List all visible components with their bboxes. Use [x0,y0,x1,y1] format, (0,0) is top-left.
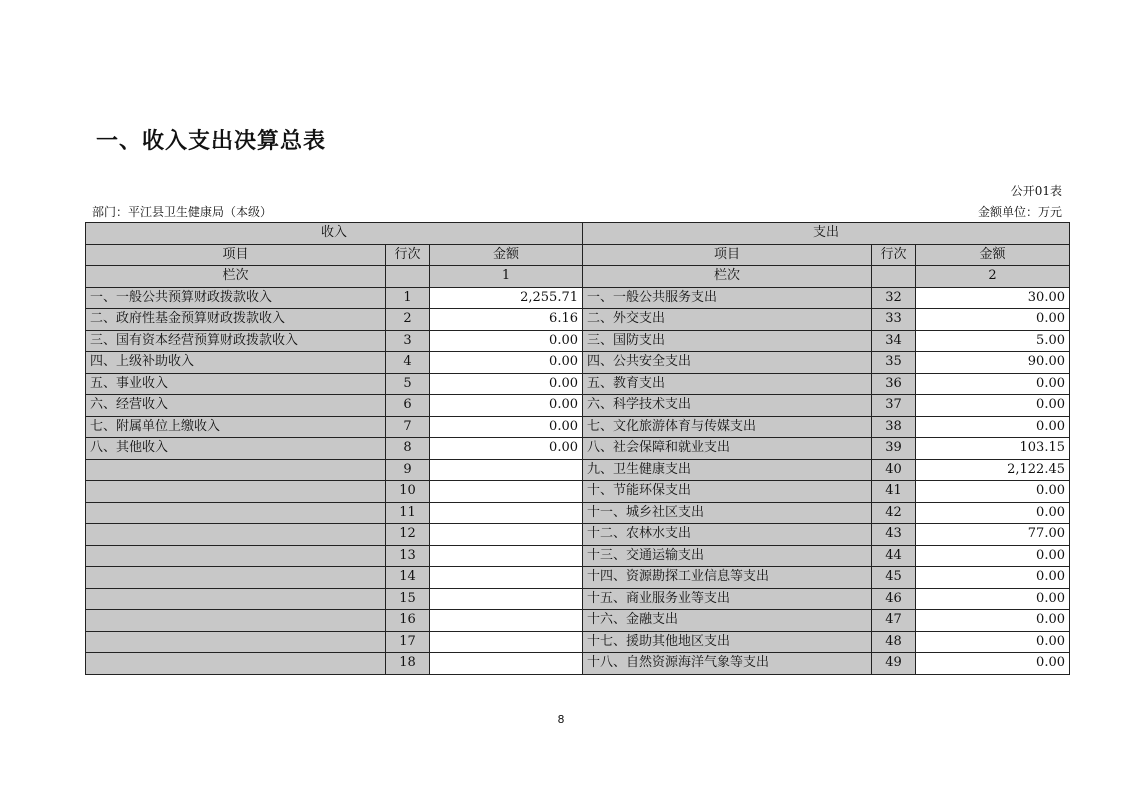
expense-amount-cell: 0.00 [916,416,1070,438]
income-row-no-cell: 7 [386,416,430,438]
income-amount-cell: 0.00 [430,438,583,460]
income-row-no-cell: 12 [386,524,430,546]
amount-unit-label: 金额单位：万元 [977,205,1062,219]
expense-row-no-cell: 46 [872,588,916,610]
table-row [86,610,1070,632]
expense-item-cell: 二、外交支出 [583,309,872,331]
table-row [86,481,1070,503]
income-row-no-cell: 11 [386,502,430,524]
income-row-no-cell: 5 [386,373,430,395]
expense-row-no-cell: 35 [872,352,916,374]
income-amount-cell [430,545,583,567]
income-amount-cell [430,653,583,675]
expense-amount-cell: 30.00 [916,287,1070,309]
income-row-no-cell: 17 [386,631,430,653]
expense-amount-cell: 103.15 [916,438,1070,460]
expense-amount-cell: 0.00 [916,309,1070,331]
table-row [86,287,1070,309]
expense-amount-cell: 0.00 [916,395,1070,417]
income-item-cell [86,631,386,653]
expense-row-no-cell: 48 [872,631,916,653]
expense-item-cell: 十六、金融支出 [583,610,872,632]
expense-row-no-cell: 40 [872,459,916,481]
expense-item-cell: 十七、援助其他地区支出 [583,631,872,653]
income-row-no-cell: 10 [386,481,430,503]
expense-amount-cell: 0.00 [916,653,1070,675]
expense-item-cell: 四、公共安全支出 [583,352,872,374]
table-row [86,395,1070,417]
income-row-no-cell: 18 [386,653,430,675]
table-row [86,459,1070,481]
expense-amount-cell: 77.00 [916,524,1070,546]
table-row [86,631,1070,653]
income-amount-cell [430,481,583,503]
income-item-cell: 四、上级补助收入 [86,352,386,374]
income-item-cell [86,459,386,481]
expense-amount-cell: 90.00 [916,352,1070,374]
department-label: 部门：平江县卫生健康局（本级） [92,205,273,219]
income-item-cell [86,481,386,503]
expense-row-no-cell: 34 [872,330,916,352]
income-column-index-value: 1 [430,266,583,288]
income-row-no-cell: 1 [386,287,430,309]
expense-row-no-cell: 42 [872,502,916,524]
expense-row-no-cell: 33 [872,309,916,331]
table-row [86,330,1070,352]
expense-item-cell: 八、社会保障和就业支出 [583,438,872,460]
page-title: 一、收入支出决算总表 [96,129,327,154]
income-item-cell [86,502,386,524]
expense-item-cell: 一、一般公共服务支出 [583,287,872,309]
income-item-cell: 一、一般公共预算财政拨款收入 [86,287,386,309]
income-amount-cell [430,459,583,481]
income-item-cell: 二、政府性基金预算财政拨款收入 [86,309,386,331]
table-row [86,502,1070,524]
income-row-no-cell: 16 [386,610,430,632]
expense-item-cell: 六、科学技术支出 [583,395,872,417]
income-row-no-cell: 3 [386,330,430,352]
expense-row-no-cell: 37 [872,395,916,417]
income-item-cell: 五、事业收入 [86,373,386,395]
expense-item-cell: 三、国防支出 [583,330,872,352]
income-amount-cell: 0.00 [430,373,583,395]
expense-amount-cell: 2,122.45 [916,459,1070,481]
expense-column-index-value: 2 [916,266,1070,288]
expense-row-no-cell: 38 [872,416,916,438]
expense-column-index-label: 栏次 [583,266,872,288]
expense-row-no-cell: 39 [872,438,916,460]
income-row-no-cell: 9 [386,459,430,481]
page-number: 8 [557,713,565,726]
income-group-header: 收入 [86,223,583,245]
table-row [86,416,1070,438]
income-item-header: 项目 [86,244,386,266]
column-header-row [86,244,1070,266]
income-amount-cell: 0.00 [430,416,583,438]
income-item-cell: 八、其他收入 [86,438,386,460]
expense-row-no-cell: 41 [872,481,916,503]
expense-item-cell: 十、节能环保支出 [583,481,872,503]
expense-item-cell: 十二、农林水支出 [583,524,872,546]
table-row [86,438,1070,460]
income-amount-header: 金额 [430,244,583,266]
expense-row-no-header: 行次 [872,244,916,266]
table-row [86,352,1070,374]
column-index-row [86,266,1070,288]
expense-item-header: 项目 [583,244,872,266]
expense-item-cell: 十四、资源勘探工业信息等支出 [583,567,872,589]
income-row-no-cell: 13 [386,545,430,567]
income-row-no-cell: 15 [386,588,430,610]
income-row-no-cell: 14 [386,567,430,589]
income-item-cell [86,524,386,546]
income-column-index-blank [386,266,430,288]
income-item-cell: 三、国有资本经营预算财政拨款收入 [86,330,386,352]
expense-amount-cell: 0.00 [916,610,1070,632]
income-item-cell: 六、经营收入 [86,395,386,417]
income-row-no-cell: 2 [386,309,430,331]
income-amount-cell [430,502,583,524]
expense-row-no-cell: 32 [872,287,916,309]
expense-amount-cell: 0.00 [916,481,1070,503]
table-row [86,524,1070,546]
income-item-cell [86,545,386,567]
expense-item-cell: 九、卫生健康支出 [583,459,872,481]
expense-row-no-cell: 45 [872,567,916,589]
income-amount-cell: 6.16 [430,309,583,331]
expense-amount-cell: 0.00 [916,373,1070,395]
income-expense-table [85,222,1070,675]
income-amount-cell: 0.00 [430,352,583,374]
expense-amount-cell: 0.00 [916,567,1070,589]
table-row [86,653,1070,675]
expense-row-no-cell: 44 [872,545,916,567]
income-amount-cell: 2,255.71 [430,287,583,309]
income-amount-cell [430,610,583,632]
income-item-cell [86,567,386,589]
expense-column-index-blank [872,266,916,288]
table-row [86,545,1070,567]
expense-item-cell: 十三、交通运输支出 [583,545,872,567]
income-amount-cell [430,588,583,610]
expense-item-cell: 五、教育支出 [583,373,872,395]
income-amount-cell [430,524,583,546]
expense-amount-cell: 0.00 [916,588,1070,610]
expense-row-no-cell: 43 [872,524,916,546]
group-header-row [86,223,1070,245]
expense-amount-header: 金额 [916,244,1070,266]
income-row-no-header: 行次 [386,244,430,266]
expense-item-cell: 十五、商业服务业等支出 [583,588,872,610]
expense-group-header: 支出 [583,223,1070,245]
form-number: 公开01表 [1010,184,1062,198]
income-amount-cell: 0.00 [430,330,583,352]
income-amount-cell [430,567,583,589]
expense-amount-cell: 0.00 [916,545,1070,567]
expense-item-cell: 十一、城乡社区支出 [583,502,872,524]
income-amount-cell: 0.00 [430,395,583,417]
income-column-index-label: 栏次 [86,266,386,288]
income-row-no-cell: 8 [386,438,430,460]
income-item-cell [86,588,386,610]
income-item-cell [86,610,386,632]
table-row [86,373,1070,395]
expense-amount-cell: 0.00 [916,631,1070,653]
expense-row-no-cell: 47 [872,610,916,632]
table-row [86,309,1070,331]
expense-row-no-cell: 36 [872,373,916,395]
expense-amount-cell: 5.00 [916,330,1070,352]
income-row-no-cell: 6 [386,395,430,417]
income-amount-cell [430,631,583,653]
income-item-cell [86,653,386,675]
expense-item-cell: 十八、自然资源海洋气象等支出 [583,653,872,675]
income-row-no-cell: 4 [386,352,430,374]
table-row [86,588,1070,610]
expense-item-cell: 七、文化旅游体育与传媒支出 [583,416,872,438]
income-item-cell: 七、附属单位上缴收入 [86,416,386,438]
expense-row-no-cell: 49 [872,653,916,675]
table-row [86,567,1070,589]
expense-amount-cell: 0.00 [916,502,1070,524]
